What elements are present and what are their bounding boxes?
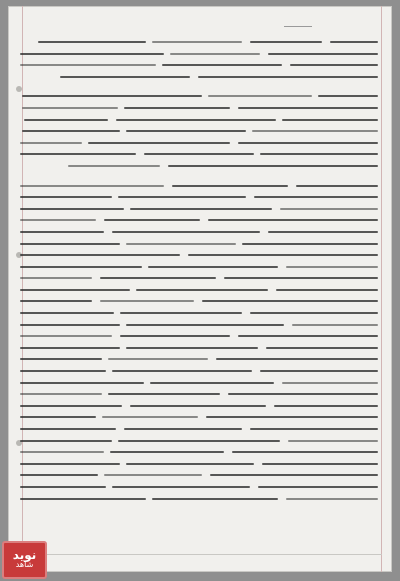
- handwriting-line: [20, 214, 378, 226]
- handwriting-line: [20, 493, 378, 505]
- handwritten-body: [20, 36, 378, 504]
- handwriting-line: [20, 71, 378, 83]
- handwriting-line: [20, 446, 378, 458]
- watermark-logo: [2, 541, 47, 579]
- handwriting-line: [20, 114, 378, 126]
- handwriting-line: [20, 238, 378, 250]
- handwriting-line: [20, 261, 378, 273]
- handwriting-line: [20, 226, 378, 238]
- handwriting-line: [20, 435, 378, 447]
- handwriting-line: [20, 330, 378, 342]
- handwriting-line: [20, 36, 378, 48]
- handwriting-line: [20, 458, 378, 470]
- logo-text-top: نوید: [12, 548, 37, 562]
- handwriting-line: [20, 307, 378, 319]
- handwriting-line: [20, 295, 378, 307]
- handwriting-line: [20, 481, 378, 493]
- handwriting-line: [20, 125, 378, 137]
- handwriting-line: [20, 148, 378, 160]
- handwriting-line: [20, 203, 378, 215]
- right-margin-line: [381, 6, 382, 572]
- handwriting-line: [20, 411, 378, 423]
- handwriting-line: [20, 423, 378, 435]
- handwriting-line: [20, 377, 378, 389]
- handwriting-line: [20, 284, 378, 296]
- handwriting-line: [20, 59, 378, 71]
- handwriting-line: [20, 365, 378, 377]
- handwriting-line: [20, 191, 378, 203]
- handwriting-line: [20, 48, 378, 60]
- handwriting-line: [20, 272, 378, 284]
- letter-page: [8, 6, 392, 572]
- handwriting-line: [20, 102, 378, 114]
- handwriting-line: [20, 342, 378, 354]
- top-note-mark: [284, 16, 312, 27]
- handwriting-line: [20, 180, 378, 192]
- handwriting-line: [20, 469, 378, 481]
- handwriting-line: [20, 90, 378, 102]
- handwriting-line: [20, 249, 378, 261]
- handwriting-line: [20, 400, 378, 412]
- handwriting-line: [20, 319, 378, 331]
- logo-text-bottom: شاهد: [15, 560, 34, 569]
- handwriting-line: [20, 388, 378, 400]
- handwriting-line: [20, 137, 378, 149]
- handwriting-line: [20, 353, 378, 365]
- bottom-rule: [16, 554, 382, 555]
- handwriting-line: [20, 160, 378, 172]
